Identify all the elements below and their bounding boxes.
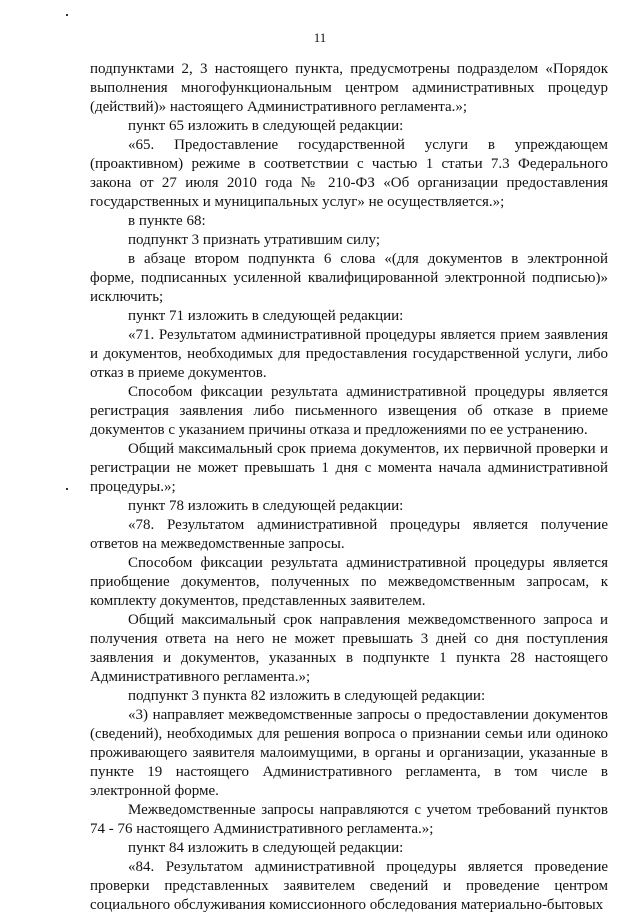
paragraph: подпунктами 2, 3 настоящего пункта, предусмотрены подразделом «Порядок выполнения многофункциональным центром административных процедур (действий)» настоящего Административного регламента.»; bbox=[90, 61, 608, 115]
paragraph: Общий максимальный срок направления межведомственного запроса и получения ответа на него не может превышать 3 дней со дня поступления заявления и документов, указанных в подпункте 1 пункта 28 настоящего Административного регламента.»; bbox=[90, 612, 608, 685]
paragraph: в абзаце втором подпункта 6 слова «(для документов в электронной форме, подписанных усиленной квалифицированной электронной подписью)» исключить; bbox=[90, 251, 608, 305]
paragraph: «65. Предоставление государственной услуги в упреждающем (проактивном) режиме в соответствии с частью 1 статьи 7.3 Федерального закона от 27 июля 2010 года № 210-ФЗ «Об организации предоставления государственных и муниципальных услуг» не осуществляется.»; bbox=[90, 137, 608, 210]
page-number: 11 bbox=[313, 30, 327, 45]
paragraph: пункт 65 изложить в следующей редакции: bbox=[128, 118, 404, 134]
paragraph: пункт 84 изложить в следующей редакции: bbox=[128, 840, 404, 856]
scan-speck bbox=[66, 14, 68, 16]
paragraph: «3) направляет межведомственные запросы о предоставлении документов (сведений), необходимых для решения вопроса о признании семьи или одиноко проживающего заявителя малоимущими, в органы и организации, указанные в пункте 19 настоящего Административного регламента, в том числе в электронной форме. bbox=[90, 707, 608, 799]
paragraph: пункт 78 изложить в следующей редакции: bbox=[128, 498, 404, 514]
paragraph: Общий максимальный срок приема документов, их первичной проверки и регистрации не может превышать 1 дня с момента начала административной процедуры.»; bbox=[90, 441, 608, 495]
paragraph: «84. Результатом административной процедуры является проведение проверки представленных заявителем сведений и проведение центром социального обслуживания комиссионного обследования материально-бытовых bbox=[90, 859, 608, 913]
paragraph: Способом фиксации результата административной процедуры является приобщение документов, полученных по межведомственным запросам, к комплекту документов, представленных заявителем. bbox=[90, 555, 608, 609]
paragraph: Способом фиксации результата административной процедуры является регистрация заявления либо письменного извещения об отказе в приеме документов с указанием причины отказа и предложениями по ее устранению. bbox=[90, 384, 608, 438]
paragraph: подпункт 3 пункта 82 изложить в следующей редакции: bbox=[128, 688, 486, 704]
paragraph: пункт 71 изложить в следующей редакции: bbox=[128, 308, 404, 324]
scan-speck bbox=[66, 488, 68, 490]
paragraph: подпункт 3 признать утратившим силу; bbox=[128, 232, 380, 248]
paragraph: Межведомственные запросы направляются с учетом требований пунктов 74 - 76 настоящего Административного регламента.»; bbox=[90, 802, 608, 837]
paragraph: «71. Результатом административной процедуры является прием заявления и документов, необходимых для предоставления государственной услуги, либо отказ в приеме документов. bbox=[90, 327, 608, 381]
paragraph: в пункте 68: bbox=[128, 213, 206, 229]
paragraph: «78. Результатом административной процедуры является получение ответов на межведомственные запросы. bbox=[90, 517, 608, 552]
document-body bbox=[90, 60, 608, 915]
